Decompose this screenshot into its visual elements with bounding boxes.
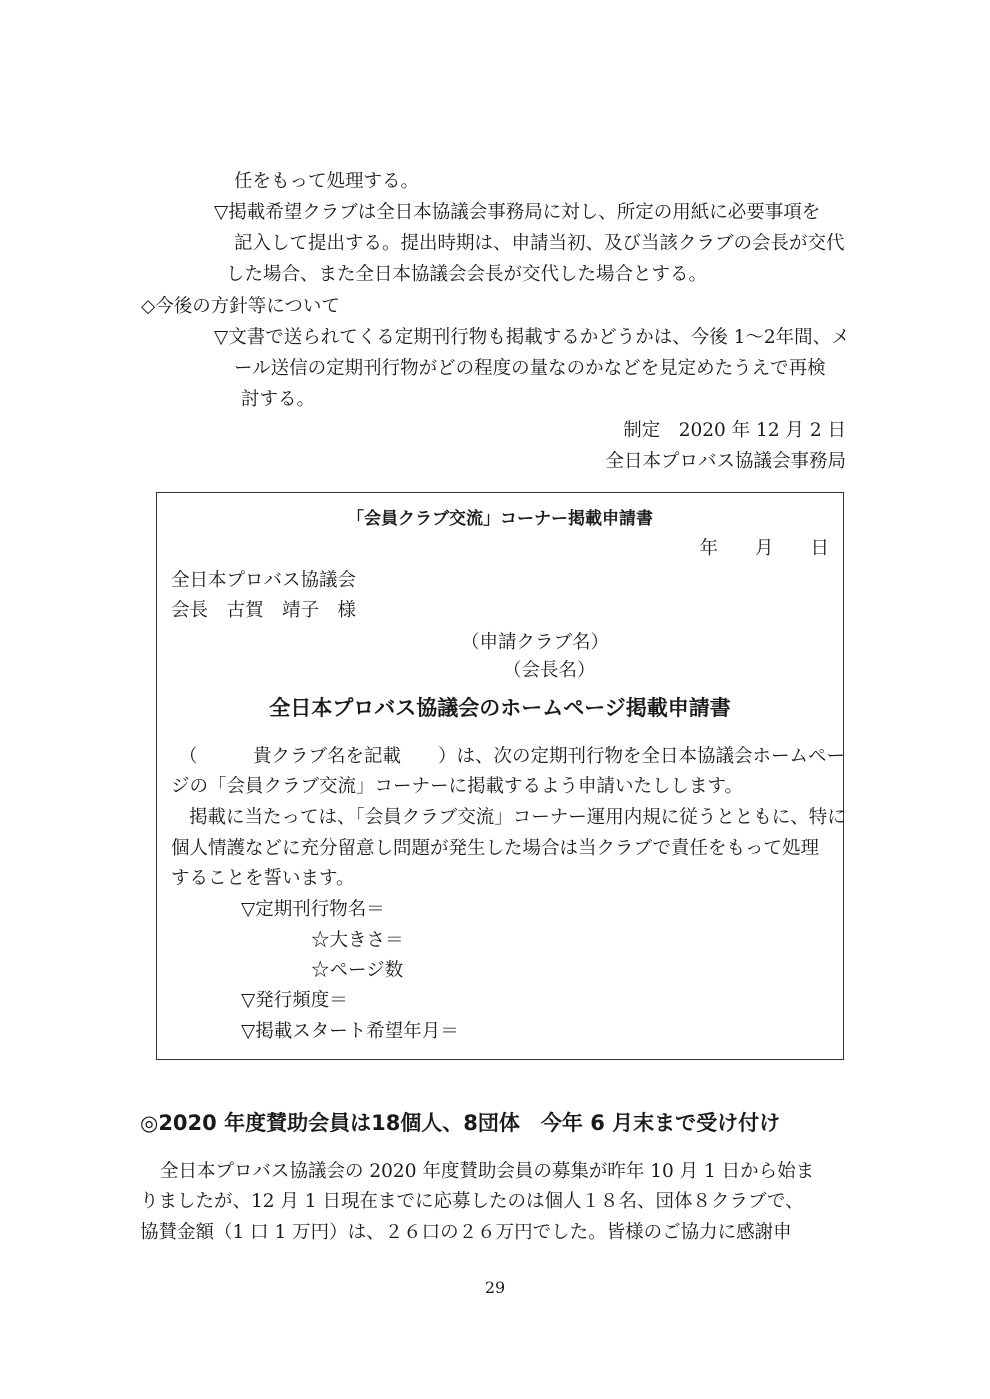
field-size: ☆大きさ＝ xyxy=(311,930,404,951)
form-body-line: することを誓います。 xyxy=(171,868,355,889)
form-date: 年 月 日 xyxy=(699,538,829,559)
field-publication-name: ▽定期刊行物名＝ xyxy=(241,899,385,920)
field-pages: ☆ページ数 xyxy=(311,960,404,981)
applicant-club: （申請クラブ名） xyxy=(461,632,610,653)
addressee-name: 会長 古賀 靖子 様 xyxy=(171,600,357,621)
page-number: 29 xyxy=(484,1278,506,1297)
form-body-line: （ 貴クラブ名を記載 ）は、次の定期刊行物を全日本協議会ホームペー xyxy=(179,746,846,767)
form-title: 「会員クラブ交流」コーナー掲載申請書 xyxy=(347,509,653,529)
intro-line: ▽文書で送られてくる定期刊行物も掲載するかどうかは、今後 1〜2年間、メ xyxy=(214,327,850,348)
intro-line: ▽掲載希望クラブは全日本協議会事務局に対し、所定の用紙に必要事項を xyxy=(214,202,821,223)
field-start-date: ▽掲載スタート希望年月＝ xyxy=(241,1021,459,1042)
intro-line: ール送信の定期刊行物がどの程度の量なのかなどを見定めたうえで再検 xyxy=(234,358,826,379)
policy-heading: ◇今後の方針等について xyxy=(141,296,340,317)
addressee-org: 全日本プロバス協議会 xyxy=(171,570,357,591)
intro-line: 記入して提出する。提出時期は、申請当初、及び当該クラブの会長が交代 xyxy=(234,233,845,254)
application-form xyxy=(156,492,844,1060)
form-main-title: 全日本プロバス協議会のホームページ掲載申請書 xyxy=(269,696,731,720)
form-body-line: 掲載に当たっては、「会員クラブ交流」コーナー運用内規に従うとともに、特に xyxy=(189,807,846,828)
section-paragraph-line: 全日本プロバス協議会の 2020 年度賛助会員の募集が昨年 10 月 1 日から始ま xyxy=(160,1161,815,1182)
intro-line: した場合、また全日本協議会会長が交代した場合とする。 xyxy=(226,264,708,285)
section-paragraph-line: 協賛金額（1 口 1 万円）は、２６口の２６万円でした。皆様のご協力に感謝申 xyxy=(140,1222,792,1243)
section-heading: ◎2020 年度賛助会員は18個人、8団体 今年 6 月末まで受け付け xyxy=(140,1111,781,1135)
field-frequency: ▽発行頻度＝ xyxy=(241,990,348,1011)
enactment-date: 制定 2020 年 12 月 2 日 xyxy=(623,420,846,441)
office-name: 全日本プロバス協議会事務局 xyxy=(605,451,846,472)
applicant-president: （会長名） xyxy=(503,660,596,681)
intro-line: 任をもって処理する。 xyxy=(234,171,420,192)
form-body-line: 個人情護などに充分留意し問題が発生した場合は当クラブで責任をもって処理 xyxy=(171,838,820,859)
section-paragraph-line: りましたが、12 月 1 日現在までに応募したのは個人１８名、団体８クラブで、 xyxy=(140,1191,804,1212)
form-body-line: ジの「会員クラブ交流」コーナーに掲載するよう申請いたしします。 xyxy=(171,776,744,797)
intro-line: 討する。 xyxy=(241,389,316,410)
